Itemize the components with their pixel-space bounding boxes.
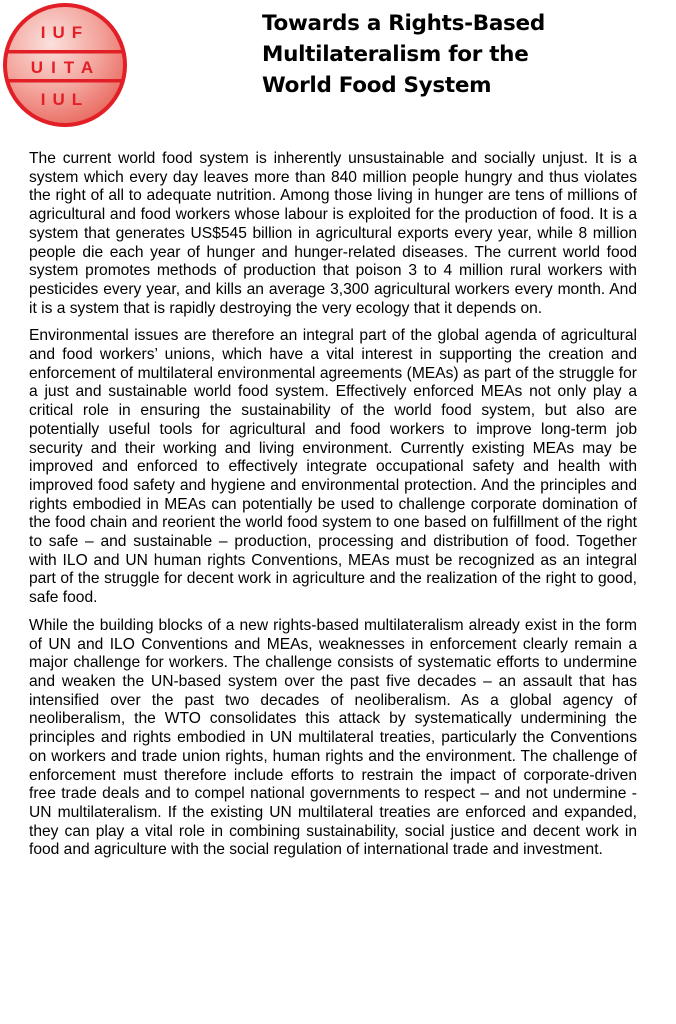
title-line-3: World Food System [262, 73, 492, 98]
iuf-logo-icon [2, 2, 128, 128]
page-title [262, 8, 662, 101]
logo-line-iul: IUL [40, 90, 90, 109]
title-line-1: Towards a Rights-Based [262, 11, 545, 36]
logo-line-uita: UITA [30, 58, 102, 77]
paragraph-2: Environmental issues are therefore an integral part of the global agenda of agricultural and food workers’ unions, which have a vital interest in supporting the creation and enforcement of multilateral environmental agreements (MEAs) as part of the struggle for a just and sustainable world food system. Effectively enforced MEAs not only play a critical role in ensuring the sustainability of the world food system, but also are potentially useful tools for agricultural and food workers to improve long-term job security and their working and living environment. Currently existing MEAs may be improved and enforced to effectively integrate occupational safety and health with improved food safety and hygiene and environmental protection. And the principles and rights embodied in MEAs can potentially be used to challenge corporate domination of the food chain and reorient the world food system to one based on fulfillment of the right to safe – and sustainable – production, processing and distribution of food. Together with ILO and UN human rights Conventions, MEAs must be recognized as an integral part of the struggle for decent work in agriculture and the realization of the right to good, safe food. [29, 327, 637, 607]
logo-line-iuf: IUF [40, 23, 90, 42]
article-body [29, 150, 637, 869]
paragraph-1: The current world food system is inherently unsustainable and socially unjust. It is a system which every day leaves more than 840 million people hungry and thus violates the right of all to adequate nutrition. Among those living in hunger are tens of millions of agricultural and food workers whose labour is exploited for the production of food. It is a system that generates US$545 billion in agricultural exports every year, while 8 million people die each year of hunger and hunger-related diseases. The current world food system promotes methods of production that poison 3 to 4 million rural workers with pesticides every year, and kills an average 3,300 agricultural workers every month. And it is a system that is rapidly destroying the very ecology that it depends on. [29, 150, 637, 317]
paragraph-3: While the building blocks of a new rights-based multilateralism already exist in the form of UN and ILO Conventions and MEAs, weaknesses in enforcement clearly remain a major challenge for workers. The challenge consists of systematic efforts to undermine and weaken the UN-based system over the past five decades – an assault that has intensified over the past two decades of neoliberalism. As a global agency of neoliberalism, the WTO consolidates this attack by systematically undermining the principles and rights embodied in UN multilateral treaties, particularly the Conventions on workers and trade union rights, human rights and the environment. The challenge of enforcement must therefore include efforts to restrain the impact of corporate-driven free trade deals and to compel national governments to respect – and not undermine - UN multilateralism. If the existing UN multilateral treaties are enforced and expanded, they can play a vital role in combining sustainability, social justice and decent work in food and agriculture with the social regulation of international trade and investment. [29, 616, 637, 859]
title-line-2: Multilateralism for the [262, 42, 529, 67]
